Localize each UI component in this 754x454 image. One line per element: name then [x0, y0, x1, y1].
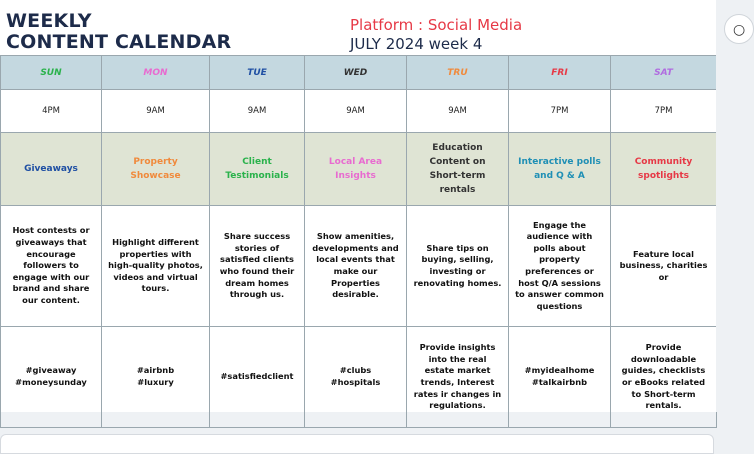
time-row	[1, 90, 717, 133]
platform-label: Platform : Social Media	[350, 16, 523, 34]
title-line-weekly: WEEKLY	[6, 10, 92, 32]
time-cell-tue: 9AM	[210, 90, 305, 133]
theme-cell-wed: Local Area Insights	[305, 133, 407, 206]
tag-text: #hospitals	[330, 377, 381, 387]
title-line-content-calendar: CONTENT CALENDAR	[6, 31, 232, 53]
tag-text: #airbnb	[136, 365, 175, 376]
theme-cell-mon: Property Showcase	[102, 133, 210, 206]
tag-text: #clubs	[339, 365, 372, 376]
description-cell-mon: Highlight different properties with high-quality photos, videos and virtual tours.	[102, 206, 210, 327]
theme-row	[1, 133, 717, 206]
tag-text: #myidealhome	[524, 365, 595, 376]
description-row	[1, 206, 717, 327]
side-panel-toggle-icon[interactable]: ○	[724, 14, 754, 44]
calendar-title	[6, 11, 231, 53]
day-header-wed: WED	[305, 56, 407, 90]
description-cell-sun: Host contests or giveaways that encourage followers to engage with our brand and share our content.	[1, 206, 102, 327]
day-header-mon: MON	[102, 56, 210, 90]
tags-cell-fri	[509, 327, 611, 428]
description-cell-tru: Share tips on buying, selling, investing or renovating homes.	[407, 206, 509, 327]
time-cell-sat: 7PM	[611, 90, 717, 133]
theme-cell-sun: Giveaways	[1, 133, 102, 206]
tags-cell-tru	[407, 327, 509, 428]
calendar-table	[0, 55, 717, 428]
tags-cell-tue	[210, 327, 305, 428]
theme-cell-sat: Community spotlights	[611, 133, 717, 206]
day-header-tue: TUE	[210, 56, 305, 90]
side-gutter	[716, 0, 737, 412]
tag-text: #luxury	[137, 377, 174, 387]
tag-text: #moneysunday	[15, 377, 87, 387]
day-header-sun: SUN	[1, 56, 102, 90]
description-cell-fri: Engage the audience with polls about property preferences or host Q/A sessions to answer common questions	[509, 206, 611, 327]
tag-text: #talkairbnb	[531, 377, 588, 387]
description-cell-sat: Feature local business, charities or	[611, 206, 717, 327]
description-cell-tue: Share success stories of satisfied clients who found their dream homes through us.	[210, 206, 305, 327]
week-label: JULY 2024 week 4	[350, 35, 483, 53]
day-header-tru: TRU	[407, 56, 509, 90]
time-cell-tru: 9AM	[407, 90, 509, 133]
theme-cell-tue: Client Testimonials	[210, 133, 305, 206]
time-cell-mon: 9AM	[102, 90, 210, 133]
time-cell-wed: 9AM	[305, 90, 407, 133]
tags-row	[1, 327, 717, 428]
bottom-bar	[0, 434, 714, 454]
time-cell-fri: 7PM	[509, 90, 611, 133]
day-header-sat: SAT	[611, 56, 717, 90]
day-header-fri: FRI	[509, 56, 611, 90]
tag-text: #satisfiedclient	[220, 371, 294, 382]
tag-text: Provide downloadable guides, checklists or eBooks related to Short-term rentals.	[621, 342, 706, 411]
tags-cell-sat	[611, 327, 717, 428]
tags-cell-mon	[102, 327, 210, 428]
tags-cell-wed	[305, 327, 407, 428]
description-cell-wed: Show amenities, developments and local events that make our Properties desirable.	[305, 206, 407, 327]
time-cell-sun: 4PM	[1, 90, 102, 133]
tag-text: Provide insights into the real estate market trends, Interest rates ir changes in regulations.	[413, 342, 502, 411]
tags-cell-sun	[1, 327, 102, 428]
theme-cell-tru: Education Content on Short-term rentals	[407, 133, 509, 206]
day-header-row	[1, 56, 717, 90]
theme-cell-fri: Interactive polls and Q & A	[509, 133, 611, 206]
tag-text: #giveaway	[25, 365, 77, 376]
